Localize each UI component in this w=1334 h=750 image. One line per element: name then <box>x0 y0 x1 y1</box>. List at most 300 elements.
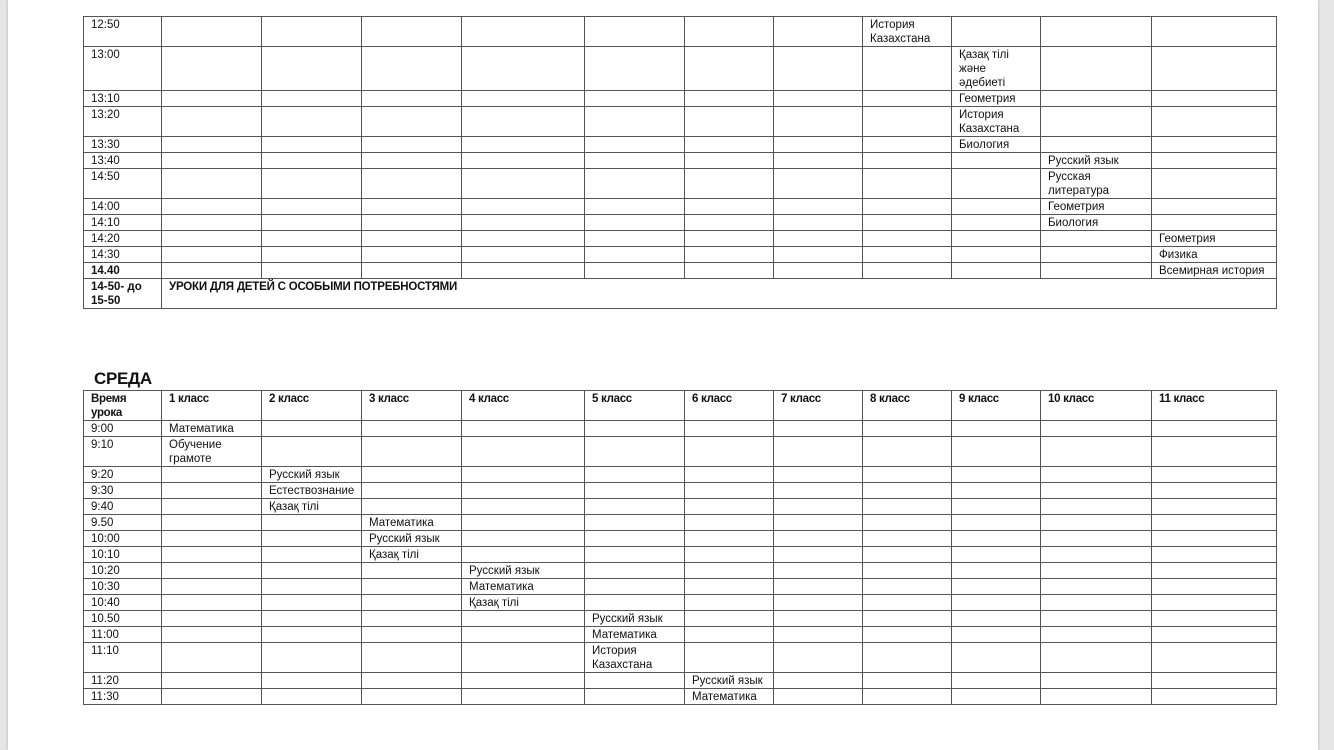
empty-cell <box>952 437 1041 467</box>
table-row <box>84 169 1277 199</box>
empty-cell <box>262 263 362 279</box>
empty-cell <box>1152 499 1277 515</box>
header-time: Время урока <box>84 391 162 421</box>
table-row <box>84 421 1277 437</box>
subject-cell: Математика <box>585 627 685 643</box>
empty-cell <box>774 531 863 547</box>
empty-cell <box>1041 531 1152 547</box>
empty-cell <box>952 689 1041 705</box>
empty-cell <box>362 47 462 91</box>
empty-cell <box>774 483 863 499</box>
empty-cell <box>1041 547 1152 563</box>
empty-cell <box>685 627 774 643</box>
empty-cell <box>685 611 774 627</box>
time-cell: 14.40 <box>84 263 162 279</box>
empty-cell <box>262 199 362 215</box>
empty-cell <box>162 515 262 531</box>
time-cell: 11:20 <box>84 673 162 689</box>
empty-cell <box>162 595 262 611</box>
empty-cell <box>952 627 1041 643</box>
empty-cell <box>952 499 1041 515</box>
time-cell: 13:40 <box>84 153 162 169</box>
table-row <box>84 153 1277 169</box>
empty-cell <box>1041 611 1152 627</box>
table-row <box>84 563 1277 579</box>
empty-cell <box>685 263 774 279</box>
empty-cell <box>1041 437 1152 467</box>
empty-cell <box>952 153 1041 169</box>
time-cell: 9:30 <box>84 483 162 499</box>
empty-cell <box>585 17 685 47</box>
header-class: 8 класс <box>863 391 952 421</box>
empty-cell <box>1041 137 1152 153</box>
empty-cell <box>863 579 952 595</box>
empty-cell <box>262 137 362 153</box>
empty-cell <box>1152 169 1277 199</box>
table-row <box>84 107 1277 137</box>
empty-cell <box>1152 531 1277 547</box>
header-class: 2 класс <box>262 391 362 421</box>
empty-cell <box>774 563 863 579</box>
empty-cell <box>685 499 774 515</box>
empty-cell <box>585 563 685 579</box>
empty-cell <box>262 689 362 705</box>
empty-cell <box>462 107 585 137</box>
empty-cell <box>774 91 863 107</box>
empty-cell <box>685 17 774 47</box>
empty-cell <box>1041 17 1152 47</box>
empty-cell <box>162 231 262 247</box>
time-cell: 13:30 <box>84 137 162 153</box>
empty-cell <box>362 467 462 483</box>
empty-cell <box>362 643 462 673</box>
empty-cell <box>1152 137 1277 153</box>
subject-cell: Математика <box>362 515 462 531</box>
empty-cell <box>1041 689 1152 705</box>
empty-cell <box>1152 515 1277 531</box>
empty-cell <box>362 107 462 137</box>
empty-cell <box>462 17 585 47</box>
header-class: 10 класс <box>1041 391 1152 421</box>
table-row <box>84 499 1277 515</box>
table-row <box>84 515 1277 531</box>
empty-cell <box>1041 91 1152 107</box>
empty-cell <box>863 515 952 531</box>
empty-cell <box>162 17 262 47</box>
time-cell: 13:10 <box>84 91 162 107</box>
empty-cell <box>774 215 863 231</box>
empty-cell <box>162 247 262 263</box>
header-class: 3 класс <box>362 391 462 421</box>
empty-cell <box>262 107 362 137</box>
empty-cell <box>952 215 1041 231</box>
subject-cell: Геометрия <box>1152 231 1277 247</box>
subject-cell: Физика <box>1152 247 1277 263</box>
subject-cell: Русский язык <box>262 467 362 483</box>
empty-cell <box>362 689 462 705</box>
empty-cell <box>1041 563 1152 579</box>
empty-cell <box>685 563 774 579</box>
empty-cell <box>774 627 863 643</box>
empty-cell <box>863 673 952 689</box>
empty-cell <box>685 437 774 467</box>
empty-cell <box>362 483 462 499</box>
empty-cell <box>952 17 1041 47</box>
empty-cell <box>774 153 863 169</box>
empty-cell <box>585 547 685 563</box>
empty-cell <box>585 579 685 595</box>
empty-cell <box>952 595 1041 611</box>
table-row <box>84 579 1277 595</box>
table-row <box>84 137 1277 153</box>
empty-cell <box>1152 673 1277 689</box>
empty-cell <box>462 547 585 563</box>
table-row <box>84 689 1277 705</box>
empty-cell <box>1152 643 1277 673</box>
subject-cell: Математика <box>462 579 585 595</box>
empty-cell <box>162 467 262 483</box>
subject-cell: Русский язык <box>585 611 685 627</box>
empty-cell <box>585 499 685 515</box>
table-row <box>84 437 1277 467</box>
subject-cell: Русский язык <box>685 673 774 689</box>
empty-cell <box>685 107 774 137</box>
empty-cell <box>774 263 863 279</box>
empty-cell <box>585 231 685 247</box>
empty-cell <box>585 47 685 91</box>
empty-cell <box>362 169 462 199</box>
empty-cell <box>774 137 863 153</box>
empty-cell <box>863 199 952 215</box>
subject-cell: Русский язык <box>462 563 585 579</box>
table-row <box>84 467 1277 483</box>
empty-cell <box>162 579 262 595</box>
subject-cell: Қазақ тілі <box>462 595 585 611</box>
empty-cell <box>362 579 462 595</box>
empty-cell <box>162 153 262 169</box>
empty-cell <box>262 437 362 467</box>
empty-cell <box>262 547 362 563</box>
empty-cell <box>162 107 262 137</box>
empty-cell <box>462 531 585 547</box>
empty-cell <box>685 215 774 231</box>
empty-cell <box>774 467 863 483</box>
empty-cell <box>362 421 462 437</box>
empty-cell <box>162 643 262 673</box>
empty-cell <box>863 91 952 107</box>
empty-cell <box>262 247 362 263</box>
table-row <box>84 673 1277 689</box>
empty-cell <box>1152 47 1277 91</box>
empty-cell <box>685 595 774 611</box>
empty-cell <box>774 437 863 467</box>
empty-cell <box>685 547 774 563</box>
table-row <box>84 611 1277 627</box>
empty-cell <box>162 547 262 563</box>
empty-cell <box>1152 547 1277 563</box>
table-row <box>84 263 1277 279</box>
empty-cell <box>774 247 863 263</box>
time-cell: 11:00 <box>84 627 162 643</box>
empty-cell <box>1041 467 1152 483</box>
empty-cell <box>685 247 774 263</box>
empty-cell <box>952 563 1041 579</box>
empty-cell <box>462 437 585 467</box>
empty-cell <box>362 231 462 247</box>
empty-cell <box>162 673 262 689</box>
table-row <box>84 483 1277 499</box>
empty-cell <box>262 627 362 643</box>
time-cell: 9:10 <box>84 437 162 467</box>
empty-cell <box>685 199 774 215</box>
empty-cell <box>952 547 1041 563</box>
empty-cell <box>863 611 952 627</box>
empty-cell <box>1041 595 1152 611</box>
empty-cell <box>162 563 262 579</box>
table-row <box>84 595 1277 611</box>
special-needs-note: УРОКИ ДЛЯ ДЕТЕЙ С ОСОБЫМИ ПОТРЕБНОСТЯМИ <box>162 279 1277 309</box>
empty-cell <box>1152 467 1277 483</box>
empty-cell <box>585 107 685 137</box>
empty-cell <box>1152 595 1277 611</box>
time-cell: 13:20 <box>84 107 162 137</box>
subject-cell: Биология <box>952 137 1041 153</box>
day-title: СРЕДА <box>94 369 152 388</box>
subject-cell: Қазақ тілі және әдебиеті <box>952 47 1041 91</box>
empty-cell <box>952 643 1041 673</box>
empty-cell <box>774 673 863 689</box>
special-needs-row <box>84 279 1277 309</box>
empty-cell <box>585 421 685 437</box>
table-row <box>84 531 1277 547</box>
subject-cell: Математика <box>162 421 262 437</box>
empty-cell <box>362 137 462 153</box>
empty-cell <box>462 627 585 643</box>
empty-cell <box>585 91 685 107</box>
empty-cell <box>952 263 1041 279</box>
empty-cell <box>162 199 262 215</box>
empty-cell <box>952 579 1041 595</box>
empty-cell <box>685 47 774 91</box>
empty-cell <box>262 91 362 107</box>
empty-cell <box>952 231 1041 247</box>
header-row <box>84 391 1277 421</box>
empty-cell <box>774 579 863 595</box>
empty-cell <box>774 499 863 515</box>
empty-cell <box>262 47 362 91</box>
empty-cell <box>685 91 774 107</box>
empty-cell <box>1152 421 1277 437</box>
empty-cell <box>262 17 362 47</box>
empty-cell <box>162 137 262 153</box>
empty-cell <box>1041 231 1152 247</box>
subject-cell: Геометрия <box>1041 199 1152 215</box>
empty-cell <box>952 421 1041 437</box>
empty-cell <box>952 199 1041 215</box>
empty-cell <box>262 421 362 437</box>
empty-cell <box>1152 483 1277 499</box>
time-cell: 10:10 <box>84 547 162 563</box>
empty-cell <box>685 169 774 199</box>
empty-cell <box>362 91 462 107</box>
time-cell: 10:30 <box>84 579 162 595</box>
time-cell: 14:50 <box>84 169 162 199</box>
empty-cell <box>1041 47 1152 91</box>
empty-cell <box>462 467 585 483</box>
empty-cell <box>863 689 952 705</box>
empty-cell <box>863 627 952 643</box>
empty-cell <box>585 673 685 689</box>
empty-cell <box>585 467 685 483</box>
empty-cell <box>863 499 952 515</box>
table-row <box>84 247 1277 263</box>
empty-cell <box>863 47 952 91</box>
empty-cell <box>863 247 952 263</box>
empty-cell <box>162 263 262 279</box>
document-page <box>8 0 1318 750</box>
empty-cell <box>1152 437 1277 467</box>
empty-cell <box>262 579 362 595</box>
empty-cell <box>1041 673 1152 689</box>
subject-cell: История Казахстана <box>585 643 685 673</box>
empty-cell <box>462 673 585 689</box>
empty-cell <box>462 215 585 231</box>
empty-cell <box>585 483 685 499</box>
empty-cell <box>462 153 585 169</box>
empty-cell <box>585 153 685 169</box>
empty-cell <box>774 199 863 215</box>
empty-cell <box>863 137 952 153</box>
subject-cell: Математика <box>685 689 774 705</box>
empty-cell <box>863 169 952 199</box>
empty-cell <box>685 467 774 483</box>
table-row <box>84 91 1277 107</box>
empty-cell <box>462 231 585 247</box>
empty-cell <box>1041 627 1152 643</box>
empty-cell <box>863 421 952 437</box>
empty-cell <box>1041 579 1152 595</box>
empty-cell <box>774 689 863 705</box>
table-row <box>84 47 1277 91</box>
time-cell: 11:10 <box>84 643 162 673</box>
subject-cell: Биология <box>1041 215 1152 231</box>
empty-cell <box>262 643 362 673</box>
header-class: 7 класс <box>774 391 863 421</box>
empty-cell <box>585 263 685 279</box>
empty-cell <box>162 611 262 627</box>
empty-cell <box>1152 17 1277 47</box>
subject-cell: Русский язык <box>362 531 462 547</box>
empty-cell <box>162 689 262 705</box>
time-cell: 9:00 <box>84 421 162 437</box>
empty-cell <box>462 515 585 531</box>
empty-cell <box>1152 107 1277 137</box>
empty-cell <box>262 531 362 547</box>
empty-cell <box>585 199 685 215</box>
empty-cell <box>685 153 774 169</box>
empty-cell <box>162 91 262 107</box>
empty-cell <box>1041 483 1152 499</box>
empty-cell <box>262 231 362 247</box>
empty-cell <box>262 153 362 169</box>
time-cell: 14-50- до 15-50 <box>84 279 162 309</box>
empty-cell <box>685 137 774 153</box>
time-cell: 9:20 <box>84 467 162 483</box>
empty-cell <box>362 499 462 515</box>
subject-cell: Қазақ тілі <box>362 547 462 563</box>
empty-cell <box>1041 515 1152 531</box>
time-cell: 14:10 <box>84 215 162 231</box>
empty-cell <box>362 199 462 215</box>
header-class: 11 класс <box>1152 391 1277 421</box>
subject-cell: Русская литература <box>1041 169 1152 199</box>
empty-cell <box>1152 563 1277 579</box>
empty-cell <box>1041 107 1152 137</box>
empty-cell <box>1041 643 1152 673</box>
empty-cell <box>685 531 774 547</box>
subject-cell: История Казахстана <box>863 17 952 47</box>
empty-cell <box>462 91 585 107</box>
empty-cell <box>774 515 863 531</box>
empty-cell <box>585 215 685 231</box>
empty-cell <box>362 263 462 279</box>
empty-cell <box>774 169 863 199</box>
empty-cell <box>1152 689 1277 705</box>
empty-cell <box>585 169 685 199</box>
empty-cell <box>262 215 362 231</box>
subject-cell: Русский язык <box>1041 153 1152 169</box>
empty-cell <box>362 673 462 689</box>
empty-cell <box>863 437 952 467</box>
empty-cell <box>774 611 863 627</box>
empty-cell <box>585 137 685 153</box>
empty-cell <box>863 231 952 247</box>
time-cell: 10:40 <box>84 595 162 611</box>
empty-cell <box>952 169 1041 199</box>
empty-cell <box>262 673 362 689</box>
time-cell: 14:20 <box>84 231 162 247</box>
empty-cell <box>262 563 362 579</box>
empty-cell <box>685 515 774 531</box>
empty-cell <box>362 215 462 231</box>
empty-cell <box>462 499 585 515</box>
empty-cell <box>162 483 262 499</box>
time-cell: 10.50 <box>84 611 162 627</box>
empty-cell <box>1152 215 1277 231</box>
empty-cell <box>462 643 585 673</box>
empty-cell <box>774 547 863 563</box>
time-cell: 10:20 <box>84 563 162 579</box>
empty-cell <box>462 263 585 279</box>
header-class: 9 класс <box>952 391 1041 421</box>
empty-cell <box>952 515 1041 531</box>
empty-cell <box>863 153 952 169</box>
empty-cell <box>362 437 462 467</box>
empty-cell <box>462 247 585 263</box>
empty-cell <box>952 247 1041 263</box>
empty-cell <box>952 467 1041 483</box>
header-class: 5 класс <box>585 391 685 421</box>
empty-cell <box>863 483 952 499</box>
empty-cell <box>1041 499 1152 515</box>
time-cell: 9.50 <box>84 515 162 531</box>
subject-cell: Геометрия <box>952 91 1041 107</box>
empty-cell <box>1152 153 1277 169</box>
empty-cell <box>774 643 863 673</box>
empty-cell <box>774 107 863 137</box>
empty-cell <box>585 247 685 263</box>
empty-cell <box>462 199 585 215</box>
